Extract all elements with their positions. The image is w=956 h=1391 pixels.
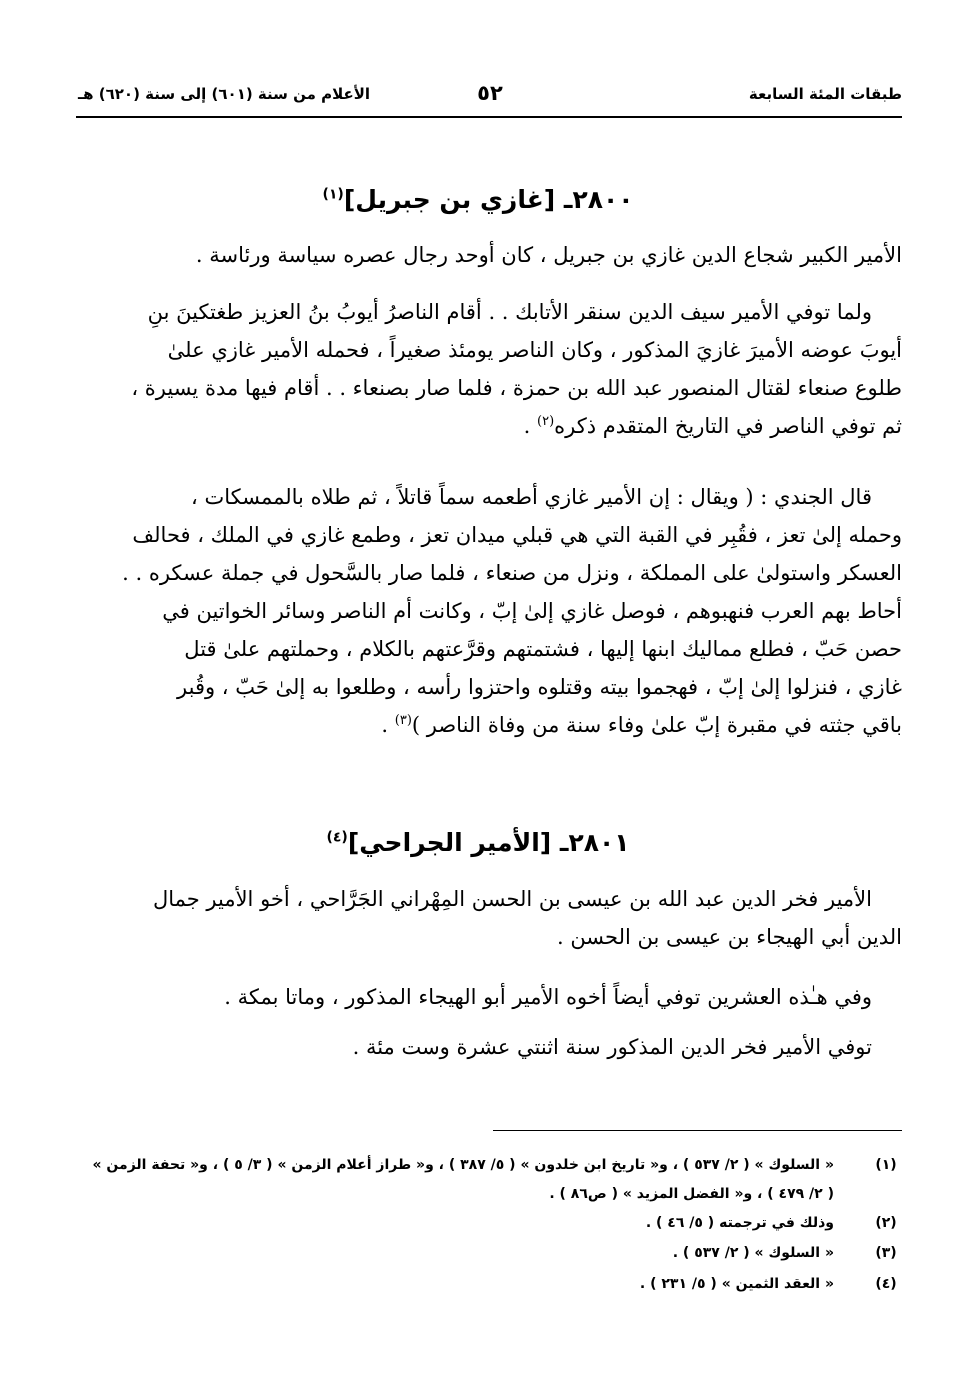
text-line: الأمير الكبير شجاع الدين غازي بن جبريل ، كان أوحد رجال عصره سياسة ورئاسة . [195, 243, 902, 267]
text-line: ثم توفي الناصر في التاريخ المتقدم ذكره$^{(٢)}$ . [523, 414, 902, 438]
text-line: توفي الأمير فخر الدين المذكور سنة اثنتي عشرة وست مئة . [352, 1035, 872, 1059]
header-section-title: طبقات المئة السابعة [748, 85, 902, 103]
paragraph-intro [112, 236, 902, 274]
header-rule [76, 116, 902, 118]
paragraph-succession [78, 293, 902, 445]
entry-heading-text: ٢٨٠٠ـ [غازي بن جبريل] [343, 185, 634, 214]
paragraph-brother-death [78, 978, 902, 1016]
text-line: ولما توفي الأمير سيف الدين سنقر الأتابك . . أقام الناصرُ أيوبُ بنُ العزيز طغتكينَ بنِ [147, 300, 872, 324]
footnote-ref: (٢) [537, 414, 555, 429]
heading-footnote-ref: (١) [322, 186, 344, 203]
entry-heading-2801 [0, 828, 956, 857]
entry-heading-2800 [0, 185, 956, 214]
entry-heading-text: ٢٨٠١ـ [الأمير الجراحي] [347, 828, 630, 857]
text-line: أحاط بهم العرب فنهبوهم ، فوصل غازي إلىٰ إبّ ، وكانت أم الناصر وسائر الخواتين في [162, 599, 902, 623]
paragraph-jarrahi-intro [78, 880, 902, 956]
footnote-3 [72, 1245, 902, 1269]
footnote-text: وذلك في ترجمته ( ٥/ ٤٦ ) . [645, 1215, 834, 1231]
text-line: حصن حَبّ ، فطلع مماليك ابنها إليها ، فشتمتهم وقرَّعتهم بالكلام ، وحملتهم علىٰ قتل [184, 637, 902, 661]
text-line: الأمير فخر الدين عبد الله بن عيسى بن الحسن المِهْراني الجَرَّاحي ، أخو الأمير جمال [152, 887, 872, 911]
header-range-title: الأعلام من سنة (٦٠١) إلى سنة (٦٢٠) هـ [78, 85, 371, 103]
running-header [78, 81, 902, 111]
footnote-number: (٢) [875, 1215, 897, 1231]
heading-footnote-ref: (٤) [326, 829, 348, 846]
text-line: العسكر واستولىٰ على المملكة ، ونزل من صنعاء ، فلما صار بالسَّحول في جملة عسكره . . [122, 561, 902, 585]
footnote-rule [493, 1130, 902, 1131]
page-number: ٥٢ [477, 81, 503, 105]
footnote-4 [72, 1276, 902, 1300]
footnote-text: « العقد الثمين » ( ٥/ ٢٣١ ) . [639, 1276, 834, 1292]
footnote-text: ( ٢/ ٤٧٩ ) ، و« الفضل المزيد » ( ص٨٦ ) . [549, 1186, 834, 1202]
footnote-2 [72, 1215, 902, 1239]
text-line: قال الجندي : ( ويقال : إن الأمير غازي أطعمه سماً قاتلاً ، ثم طلاه بالممسكات ، [191, 485, 872, 509]
text-line: أيوبَ عوضه الأميرَ غازيَ المذكور ، وكان الناصر يومئذ صغيراً ، فحمله الأمير غازي علىٰ [167, 338, 902, 362]
text-line: وفي هـٰذه العشرين توفي أيضاً أخوه الأمير أبو الهيجاء المذكور ، وماتا بمكة . [224, 985, 872, 1009]
footnote-number: (٣) [875, 1245, 897, 1261]
footnote-number: (١) [875, 1157, 897, 1173]
text-line: وحمله إلىٰ تعز ، فقُبِر في القبة التي هي قبلي ميدان تعز ، وطمع غازي في الملك ، فحالف [132, 523, 902, 547]
text-line: غازي ، فنزلوا إلىٰ إبّ ، فهجموا بيته وقتلوه واحتزوا رأسه ، وطلعوا به إلىٰ حَبّ ، وقُبر [177, 675, 902, 699]
footnote-text: « السلوك » ( ٢/ ٥٣٧ ) . [672, 1245, 834, 1261]
paragraph-death-date [78, 1028, 902, 1066]
footnote-text: « السلوك » ( ٢/ ٥٣٧ ) ، و« تاريخ ابن خلدون » ( ٥/ ٣٨٧ ) ، و« طراز أعلام الزمن » ( ٣/ ٥ ) ، و« تحفة الزمن » [92, 1157, 834, 1173]
footnote-1 [72, 1157, 902, 1207]
text-line: طلوع صنعاء لقتال المنصور عبد الله بن حمزة ، فلما صار بصنعاء . . أقام فيها مدة يسيرة ، [131, 376, 902, 400]
footnote-ref: (٣) [394, 713, 412, 728]
footnote-number: (٤) [875, 1276, 897, 1292]
paragraph-jundi-quote [78, 478, 902, 744]
text-line: باقي جثته في مقبرة إبّ علىٰ وفاء سنة من وفاة الناصر )$^{(٣)}$ . [381, 713, 902, 737]
text-line: الدين أبي الهيجاء بن عيسى بن الحسن . [556, 925, 902, 949]
